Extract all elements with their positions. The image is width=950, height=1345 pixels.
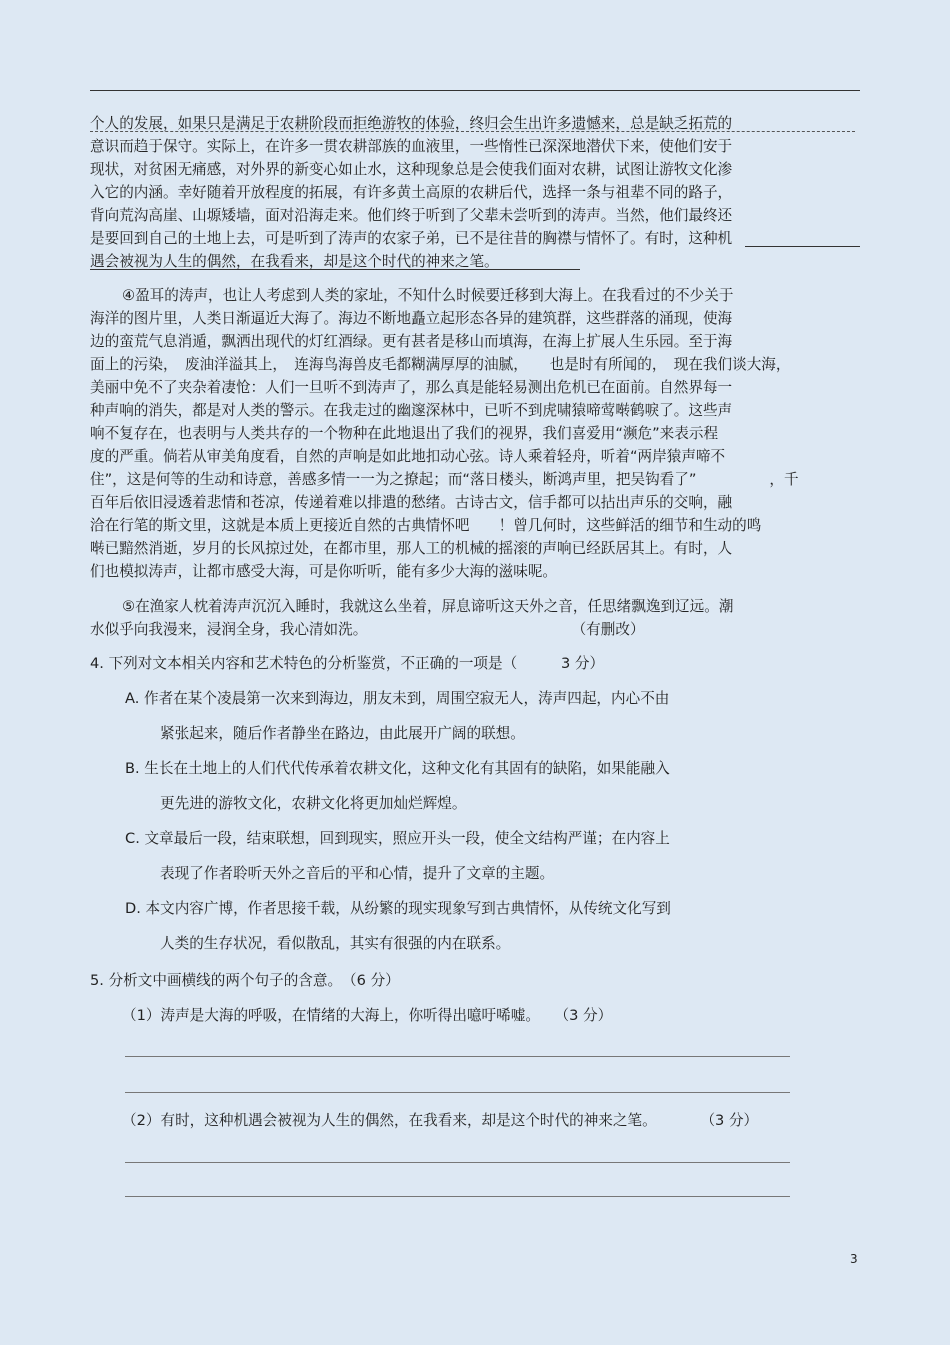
passage-line: 个人的发展，如果只是满足于农耕阶段而拒绝游牧的体验，终归会生出许多遗憾来，总是缺乏拓荒的	[90, 115, 733, 132]
passage-line: 百年后依旧浸透着悲情和苍凉，传递着难以排遣的愁绪。古诗古文，信手都可以拈出声乐的交响，融	[90, 494, 733, 511]
passage-line: 面上的污染， 废油洋溢其上， 连海鸟海兽皮毛都糊满厚厚的油腻， 也是时有所闻的， 现在我们谈大海，	[90, 356, 791, 373]
option-c[interactable]: C. 文章最后一段，结束联想，回到现实，照应开头一段，使全文结构严谨；在内容上	[125, 830, 670, 847]
passage-line: 洽在行笔的斯文里，这就是本质上更接近自然的古典情怀吧 ！曾几何时，这些鲜活的细节和生动的鸣	[90, 517, 762, 534]
passage-line: 种声响的消失，都是对人类的警示。在我走过的幽邃深林中，已听不到虎啸猿啼莺啭鹤唳了。这些声	[90, 402, 733, 419]
passage-line: 啭已黯然消逝，岁月的长风掠过处，在都市里，那人工的机械的摇滚的声响已经跃居其上。有时，人	[90, 540, 733, 557]
answer-line[interactable]	[125, 1162, 790, 1163]
option-d[interactable]: D. 本文内容广博，作者思接千载，从纷繁的现实现象写到古典情怀，从传统文化写到	[125, 900, 671, 917]
answer-line[interactable]	[125, 1196, 790, 1197]
header-rule	[90, 90, 860, 91]
passage-line: ⑤在渔家人枕着涛声沉沉入睡时，我就这么坐着，屏息谛听这天外之音，任思绪飘逸到辽远。潮	[122, 598, 734, 615]
passage-line: 们也模拟涛声，让都市感受大海，可是你听听，能有多少大海的滋味呢。	[90, 563, 558, 580]
option-b[interactable]: B. 生长在土地上的人们代代传承着农耕文化，这种文化有其固有的缺陷，如果能融入	[125, 760, 670, 777]
passage-line: 边的蛮荒气息消遁，飘洒出现代的灯红酒绿。更有甚者是移山而填海，在海上扩展人生乐园。至于海	[90, 333, 733, 350]
passage-line: 美丽中免不了夹杂着凄怆：人们一旦听不到涛声了，那么真是能轻易测出危机已在面前。自然界每一	[90, 379, 733, 396]
question-5-stem: 5. 分析文中画横线的两个句子的含意。 （6 分）	[90, 972, 400, 989]
passage-line: 海洋的图片里，人类日渐逼近大海了。海边不断地矗立起形态各异的建筑群，这些群落的涌现，使海	[90, 310, 733, 327]
passage-line: 度的严重。倘若从审美角度看，自然的声响是如此地扣动心弦。诗人乘着轻舟，听着“两岸猿声啼不	[90, 448, 726, 465]
underline-mark	[745, 246, 860, 247]
page-number: 3	[850, 1252, 858, 1266]
option-a[interactable]: A. 作者在某个凌晨第一次来到海边，朋友未到，周围空寂无人，涛声四起，内心不由	[125, 690, 670, 707]
option-b-cont: 更先进的游牧文化，农耕文化将更加灿烂辉煌。	[160, 795, 467, 812]
passage-line: ④盈耳的涛声，也让人考虑到人类的家址，不知什么时候要迁移到大海上。在我看过的不少关于	[122, 287, 734, 304]
passage-line: 水似乎向我漫来，浸润全身，我心清如洗。 （有删改）	[90, 621, 645, 638]
passage-line: 是要回到自己的土地上去，可是听到了涛声的农家子弟，已不是往昔的胸襟与情怀了。有时，这种机	[90, 230, 733, 247]
question-5-sub2: （2）有时，这种机遇会被视为人生的偶然，在我看来，却是这个时代的神来之笔。 （3 分）	[122, 1112, 759, 1129]
option-d-cont: 人类的生存状况，看似散乱，其实有很强的内在联系。	[160, 935, 511, 952]
passage-line: 遇会被视为人生的偶然，在我看来，却是这个时代的神来之笔。	[90, 253, 499, 270]
underline-mark	[90, 269, 580, 270]
passage-line: 意识而趋于保守。实际上，在许多一贯农耕部族的血液里，一些惰性已深深地潜伏下来，使他们安于	[90, 138, 733, 155]
passage-line: 现状，对贫困无痛感，对外界的新变心如止水，这种现象总是会使我们面对农耕，试图让游牧文化渗	[90, 161, 733, 178]
passage-line: 住”，这是何等的生动和诗意，善感多情一一为之撩起；而“落日楼头，断鸿声里，把吴钩看了” ，千	[90, 471, 799, 488]
underline-mark	[90, 131, 855, 132]
answer-line[interactable]	[125, 1092, 790, 1093]
question-5-sub1: （1）涛声是大海的呼吸，在情绪的大海上，你听得出噫吁唏嘘。 （3 分）	[122, 1007, 613, 1024]
passage-line: 入它的内涵。幸好随着开放程度的拓展，有许多黄土高原的农耕后代，选择一条与祖辈不同的路子，	[90, 184, 733, 201]
question-4-stem: 4. 下列对文本相关内容和艺术特色的分析鉴赏，不正确的一项是（ 3 分）	[90, 655, 605, 672]
answer-line[interactable]	[125, 1056, 790, 1057]
passage-line: 背向荒沟高崖、山塬矮墙，面对沿海走来。他们终于听到了父辈未尝听到的涛声。当然，他们最终还	[90, 207, 733, 224]
passage-line: 响不复存在，也表明与人类共存的一个物种在此地退出了我们的视界，我们喜爱用“濒危”来表示程	[90, 425, 719, 442]
option-c-cont: 表现了作者聆听天外之音后的平和心情，提升了文章的主题。	[160, 865, 555, 882]
option-a-cont: 紧张起来，随后作者静坐在路边，由此展开广阔的联想。	[160, 725, 525, 742]
